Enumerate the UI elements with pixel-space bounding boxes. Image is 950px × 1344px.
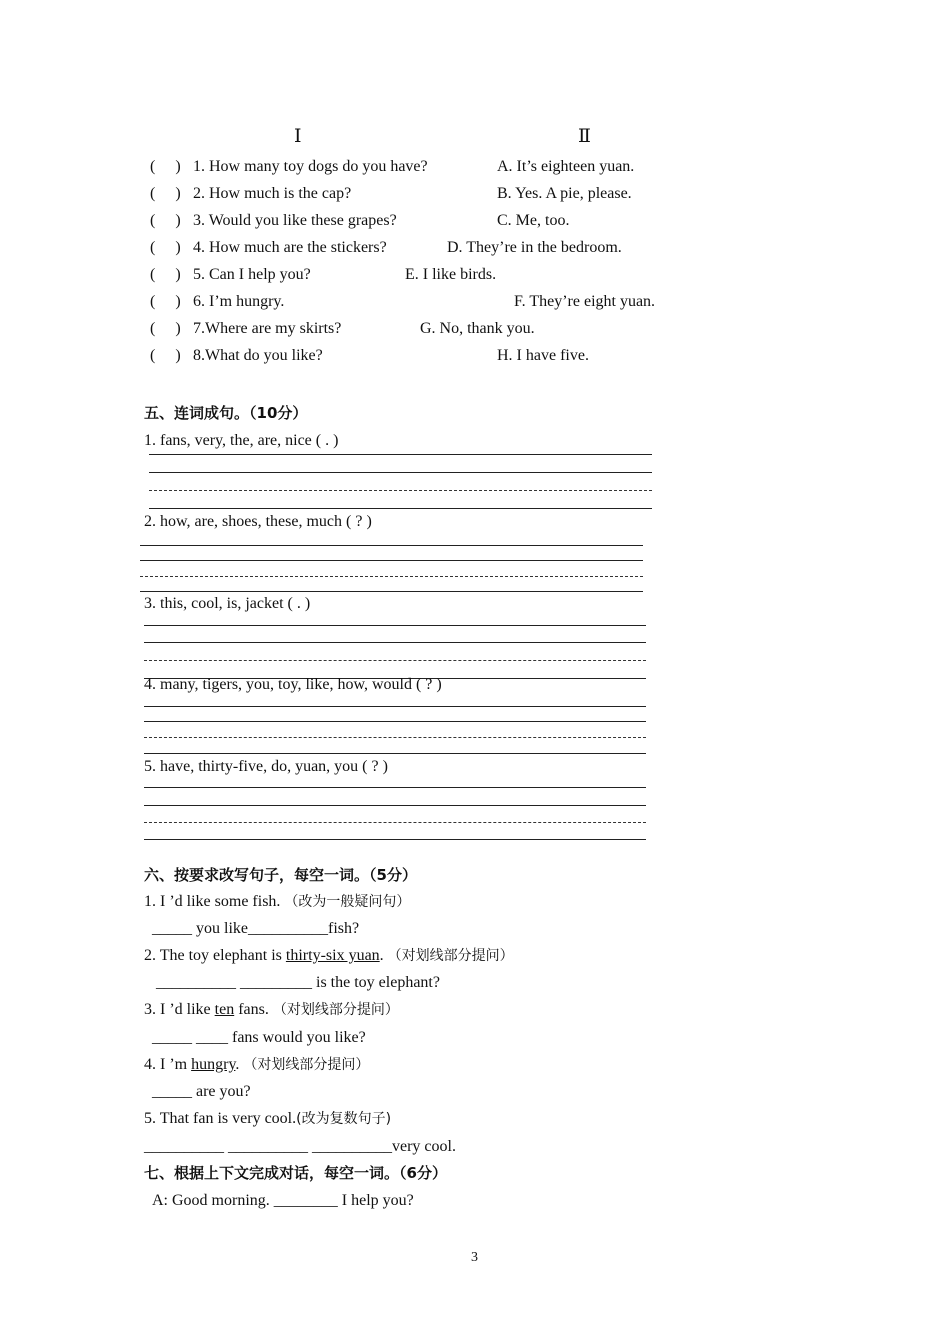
writing-line[interactable] [149,454,652,455]
writing-line-dashed[interactable] [144,737,646,738]
rewrite-question-2 [144,946,514,966]
writing-line[interactable] [144,753,646,754]
answer-paren[interactable]: ( ) [150,266,181,283]
reorder-item-2: 2. how, are, shoes, these, much ( ? ) [144,513,372,530]
match-answer: G. No, thank you. [420,320,535,337]
writing-line[interactable] [144,642,646,643]
instruction-note: （对划线部分提问） [387,948,514,964]
writing-line-dashed[interactable] [144,822,646,823]
writing-line-dashed[interactable] [149,490,652,491]
writing-line[interactable] [140,591,643,592]
match-question: 5. Can I help you? [193,266,311,283]
writing-line[interactable] [144,625,646,626]
match-question: 3. Would you like these grapes? [193,212,397,229]
match-answer: A. It’s eighteen yuan. [497,158,635,175]
section-7-title: 七、根据上下文完成对话，每空一词。（6分） [144,1164,447,1182]
rewrite-question-1 [144,892,410,912]
answer-paren[interactable]: ( ) [150,158,181,175]
rewrite-question-3 [144,1000,399,1020]
reorder-item-1: 1. fans, very, the, are, nice ( . ) [144,432,339,449]
match-answer: C. Me, too. [497,212,570,229]
match-answer: D. They’re in the bedroom. [447,239,622,256]
underlined-part: ten [214,1001,235,1018]
reorder-item-5: 5. have, thirty-five, do, yuan, you ( ? ) [144,758,388,775]
rewrite-question-4 [144,1055,369,1075]
reorder-item-3: 3. this, cool, is, jacket ( . ) [144,595,311,612]
writing-line-dashed[interactable] [144,660,646,661]
writing-line[interactable] [140,560,643,561]
instruction-note: （改为一般疑问句） [284,894,411,910]
question-text: fans. [234,1001,269,1018]
column-header-right: Ⅱ [578,126,591,147]
rewrite-answer-1[interactable]: _____ you like__________fish? [152,920,360,937]
reorder-item-4: 4. many, tigers, you, toy, like, how, would ( ? ) [144,676,442,693]
answer-paren[interactable]: ( ) [150,239,181,256]
rewrite-answer-3[interactable]: _____ ____ fans would you like? [152,1029,366,1046]
match-answer: F. They’re eight yuan. [514,293,656,310]
question-text: 5. That fan is very cool. [144,1110,297,1127]
section-5-title: 五、连词成句。（10分） [144,404,308,422]
match-question: 1. How many toy dogs do you have? [193,158,428,175]
match-question: 6. I’m hungry. [193,293,285,310]
underlined-part: thirty-six yuan [285,947,380,964]
match-question: 4. How much are the stickers? [193,239,387,256]
match-question: 7.Where are my skirts? [193,320,342,337]
answer-paren[interactable]: ( ) [150,212,181,229]
writing-line[interactable] [144,721,646,722]
page-number: 3 [471,1250,478,1265]
answer-paren[interactable]: ( ) [150,293,181,310]
rewrite-answer-4[interactable]: _____ are you? [152,1083,251,1100]
writing-line[interactable] [144,805,646,806]
match-answer: H. I have five. [497,347,589,364]
match-answer: E. I like birds. [405,266,497,283]
rewrite-answer-5[interactable]: __________ __________ __________very cool. [144,1138,456,1155]
writing-line[interactable] [144,787,646,788]
question-text: 1. I ’d like some fish. [144,893,281,910]
rewrite-question-5 [144,1109,391,1129]
question-text: . [235,1056,240,1073]
question-text: 3. I ’d like [144,1001,215,1018]
question-text: 4. I ’m [144,1056,192,1073]
question-text: . [379,947,384,964]
writing-line[interactable] [144,706,646,707]
underlined-part: hungry [191,1056,236,1073]
rewrite-answer-2[interactable]: __________ _________ is the toy elephant? [156,974,440,991]
dialogue-line-a[interactable]: A: Good morning. ________ I help you? [152,1192,414,1209]
answer-paren[interactable]: ( ) [150,347,181,364]
instruction-note: (改为复数句子) [296,1111,392,1127]
writing-line[interactable] [149,472,652,473]
instruction-note: （对划线部分提问） [272,1002,399,1018]
writing-line[interactable] [144,839,646,840]
instruction-note: （对划线部分提问） [243,1057,370,1073]
writing-line[interactable] [140,545,643,546]
match-question: 2. How much is the cap? [193,185,352,202]
writing-line[interactable] [149,508,652,509]
writing-line-dashed[interactable] [140,576,643,577]
answer-paren[interactable]: ( ) [150,185,181,202]
answer-paren[interactable]: ( ) [150,320,181,337]
question-text: 2. The toy elephant is [144,947,286,964]
section-6-title: 六、按要求改写句子，每空一词。（5分） [144,866,417,884]
column-header-left: Ⅰ [294,126,302,147]
match-answer: B. Yes. A pie, please. [497,185,632,202]
match-question: 8.What do you like? [193,347,323,364]
